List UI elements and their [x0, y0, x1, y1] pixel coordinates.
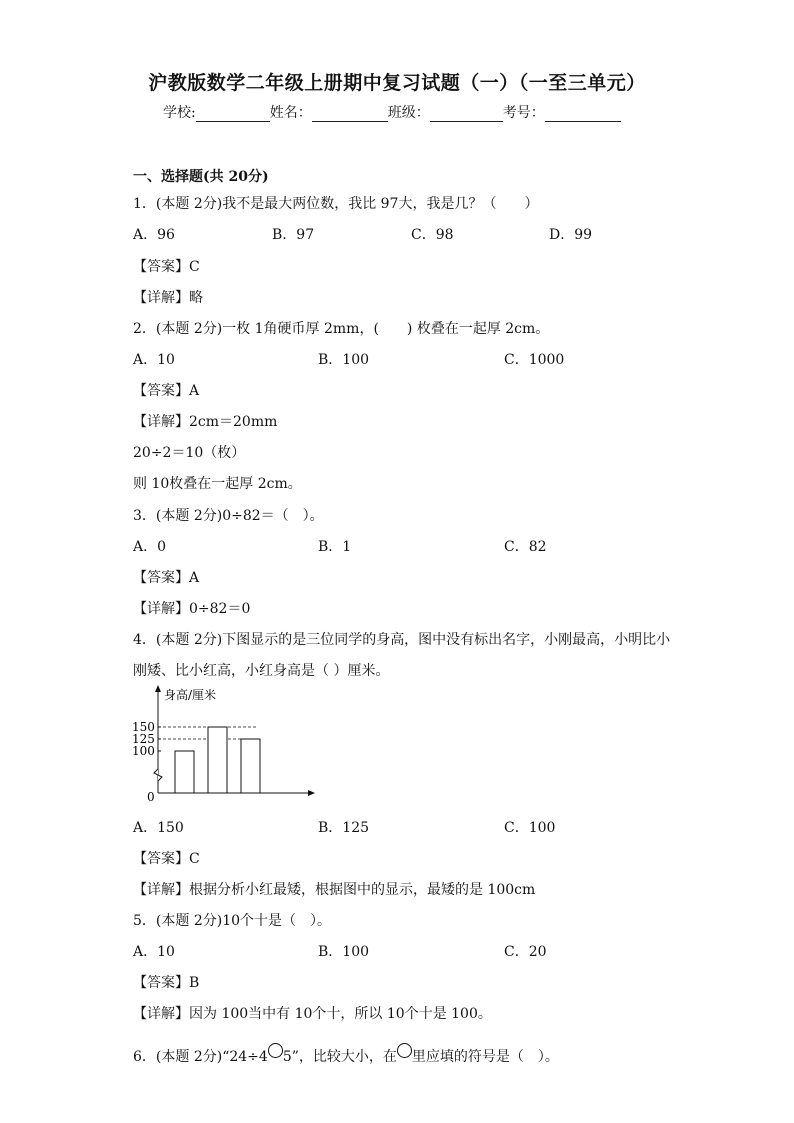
q1-option-c: C．98 — [411, 227, 454, 243]
q6-text-a: 6．(本题 2分)“24÷4 — [133, 1049, 268, 1065]
y-tick-label: 150 — [132, 720, 155, 734]
axis-break — [154, 769, 162, 781]
student-info-line — [163, 102, 621, 122]
q2-answer: 【答案】A — [133, 383, 200, 399]
q6-text-b: 5”，比较大小，在 — [282, 1049, 397, 1065]
q4-option-b: B．125 — [318, 820, 370, 836]
height-bar-chart — [130, 683, 320, 803]
page-title: 沪教版数学二年级上册期中复习试题（一）（一至三单元） — [148, 72, 646, 94]
question-3: 3．(本题 2分)0÷82＝（ ）。 — [133, 508, 324, 524]
q3-answer: 【答案】A — [133, 570, 200, 586]
q3-option-c: C．82 — [504, 539, 547, 555]
y-axis-arrow — [155, 685, 161, 692]
q1-option-b: B．97 — [272, 227, 315, 243]
q2-option-a: A．10 — [133, 352, 175, 368]
bar — [208, 727, 227, 793]
q1-option-d: D．99 — [549, 227, 593, 243]
q5-option-c: C．20 — [504, 944, 547, 960]
question-5: 5．(本题 2分)10个十是（ ）。 — [133, 913, 332, 929]
circle-symbol-icon — [397, 1043, 412, 1058]
y-tick-label: 125 — [132, 732, 155, 746]
school-field[interactable] — [196, 107, 270, 122]
question-4-line-2: 刚矮、比小红高，小红身高是（ ）厘米。 — [133, 663, 390, 679]
y-axis-label: 身高/厘米 — [164, 688, 217, 702]
name-label: 姓名： — [269, 105, 312, 121]
q3-option-b: B．1 — [318, 539, 352, 555]
q6-text-c: 里应填的符号是（ ）。 — [411, 1049, 559, 1065]
origin-label: 0 — [147, 790, 155, 803]
name-field[interactable] — [312, 107, 388, 122]
q4-option-c: C．100 — [504, 820, 556, 836]
q5-option-b: B．100 — [318, 944, 370, 960]
q1-option-a: A．96 — [133, 227, 175, 243]
circle-symbol-icon — [268, 1043, 283, 1058]
q1-explain: 【详解】略 — [133, 290, 203, 306]
exam-no-label: 考号： — [502, 105, 545, 121]
class-label: 班级： — [387, 105, 430, 121]
exam-no-field[interactable] — [545, 107, 621, 122]
q3-explain: 【详解】0÷82＝0 — [133, 601, 251, 617]
q2-option-c: C．1000 — [504, 352, 565, 368]
q4-explain: 【详解】根据分析小红最矮，根据图中的显示，最矮的是 100cm — [133, 882, 536, 898]
q5-answer: 【答案】B — [133, 975, 200, 991]
q2-explain-3: 则 10枚叠在一起厚 2cm。 — [133, 476, 302, 492]
question-4-line-1: 4．(本题 2分)下图显示的是三位同学的身高，图中没有标出名字，小刚最高，小明比小 — [133, 632, 671, 648]
school-label: 学校: — [163, 105, 196, 121]
q2-explain-1: 【详解】2cm＝20mm — [133, 414, 278, 430]
question-6 — [133, 1043, 559, 1066]
q2-option-b: B．100 — [318, 352, 370, 368]
x-axis-arrow — [308, 790, 315, 796]
q5-option-a: A．10 — [133, 944, 175, 960]
question-1: 1．(本题 2分)我不是最大两位数，我比 97大，我是几？（ ） — [133, 196, 539, 212]
class-field[interactable] — [430, 107, 503, 122]
q4-answer: 【答案】C — [133, 851, 200, 867]
bar — [175, 751, 194, 793]
q5-explain: 【详解】因为 100当中有 10个十，所以 10个十是 100。 — [133, 1006, 492, 1022]
q2-explain-2: 20÷2＝10（枚） — [133, 445, 246, 461]
question-2: 2．(本题 2分)一枚 1角硬币厚 2mm，( ) 枚叠在一起厚 2cm。 — [133, 321, 550, 337]
q3-option-a: A．0 — [133, 539, 167, 555]
bar — [241, 739, 260, 793]
q1-answer: 【答案】C — [133, 259, 200, 275]
y-tick-label: 100 — [132, 744, 155, 758]
section-heading: 一、选择题(共 20分) — [133, 169, 269, 185]
q4-option-a: A．150 — [133, 820, 184, 836]
